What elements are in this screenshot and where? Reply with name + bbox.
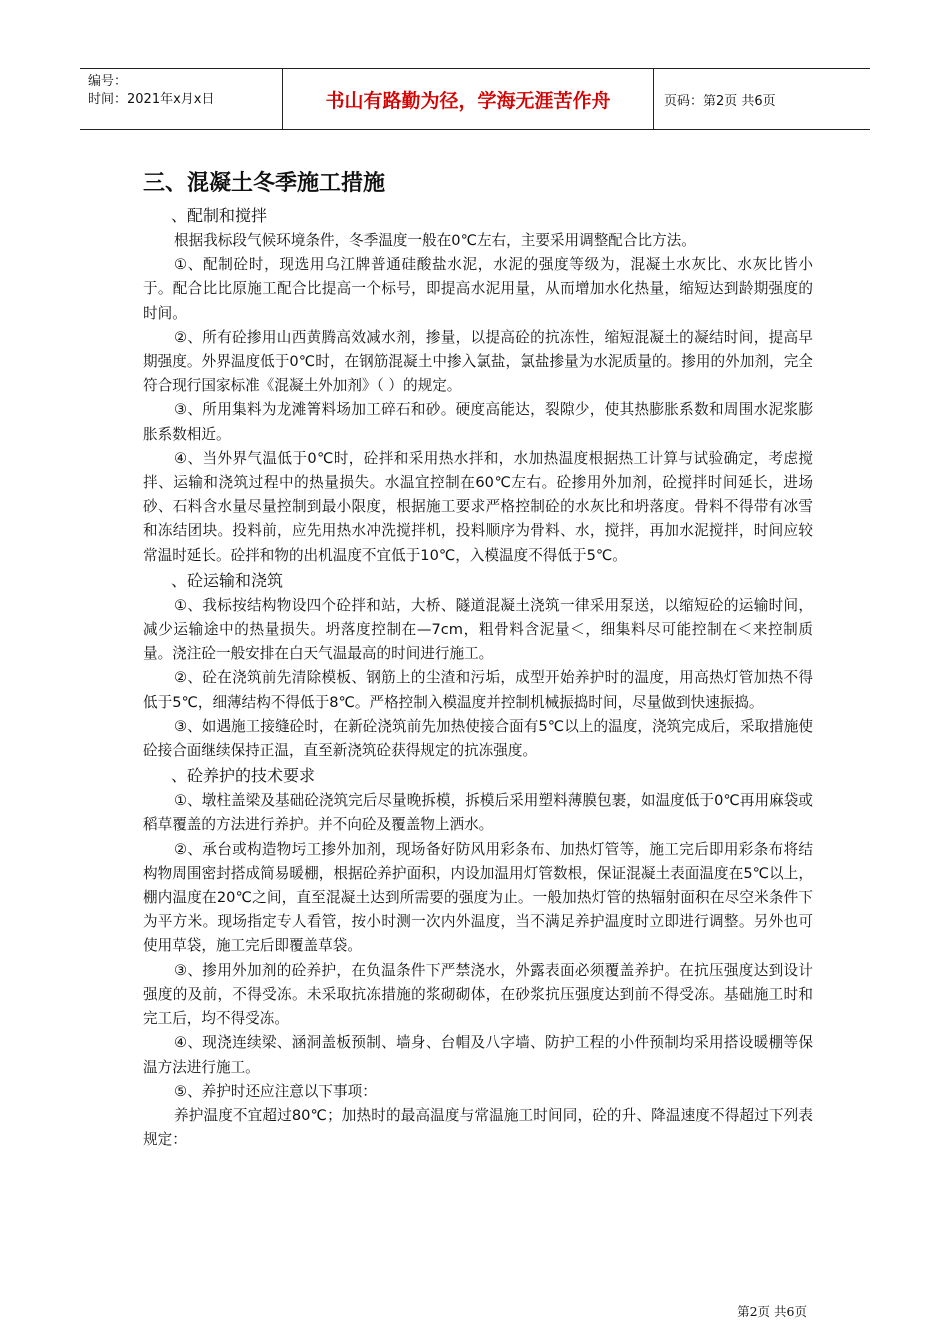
header-page-label: 页码：第2页 共6页 — [664, 93, 776, 109]
header-table — [80, 68, 870, 130]
body-paragraph: ①、墩柱盖梁及基础砼浇筑完后尽量晚拆模，拆模后采用塑料薄膜包裹，如温度低于0℃再用麻袋或稻草覆盖的方法进行养护。并不向砼及覆盖物上洒水。 — [143, 792, 813, 834]
body-paragraph: 养护温度不宜超过80℃；加热时的最高温度与常温施工时间同，砼的升、降温速度不得超过下列表规定： — [143, 1106, 813, 1149]
body-paragraph: 根据我标段气候环境条件，冬季温度一般在0℃左右，主要采用调整配合比方法。 — [174, 232, 696, 249]
header-info — [88, 73, 214, 109]
body-paragraph: ①、我标按结构物设四个砼拌和站，大桥、隧道混凝土浇筑一律采用泵送，以缩短砼的运输时间，减少运输途中的热量损失。坍落度控制在—7cm，粗骨料含泥量＜，细集料尽可能控制在＜来控制质量。浇注砼一般安排在白天气温最高的时间进行施工。 — [143, 596, 813, 663]
body-paragraph: ②、砼在浇筑前先清除模板、钢筋上的尘渣和污垢，成型开始养护时的温度，用高热灯管加热不得低于5℃，细薄结构不得低于8℃。严格控制入模温度并控制机械振捣时间，尽量做到快速振捣。 — [143, 669, 813, 711]
body-paragraph: ②、承台或构造物圬工掺外加剂，现场备好防风用彩条布、加热灯管等，施工完后即用彩条布将结构物周围密封搭成简易暖棚，根据砼养护面积，内设加温用灯管数根，保证混凝土表面温度在5℃以上，棚内温度在20℃之间，直至混凝土达到所需要的强度为止。一般加热灯管的热辐射面积在尽空米条件下为平方米。现场指定专人看管，按小时测一次内外温度，当不满足养护温度时立即进行调整。另外也可使用草袋，施工完后即覆盖草袋。 — [143, 840, 813, 955]
subsection-heading: 、砼运输和浇筑 — [171, 570, 284, 590]
body-paragraph: ③、如遇施工接缝砼时，在新砼浇筑前先加热使接合面有5℃以上的温度，浇筑完成后，采取措施使砼接合面继续保持正温，直至新浇筑砼获得规定的抗冻强度。 — [143, 717, 813, 760]
subsection-heading: 、砼养护的技术要求 — [171, 766, 316, 786]
document-body — [143, 203, 813, 1152]
body-paragraph: ③、所用集料为龙滩箐料场加工碎石和砂。硬度高能达，裂隙少，使其热膨胀系数和周围水泥浆膨胀系数相近。 — [143, 401, 813, 443]
header-motto: 书山有路勤为径，学海无涯苦作舟 — [282, 69, 654, 129]
subsection-heading: 、配制和搅拌 — [171, 206, 268, 225]
body-paragraph: ③、掺用外加剂的砼养护，在负温条件下严禁浇水，外露表面必须覆盖养护。在抗压强度达到设计强度的及前，不得受冻。未采取抗冻措施的浆砌砌体，在砂浆抗压强度达到前不得受冻。基础施工时和完工后，均不得受冻。 — [143, 961, 813, 1028]
document-time-label: 时间：2021年x月x日 — [88, 92, 215, 107]
body-paragraph: ④、当外界气温低于0℃时，砼拌和采用热水拌和，水加热温度根据热工计算与试验确定，考虑搅拌、运输和浇筑过程中的热量损失。水温宜控制在60℃左右。砼掺用外加剂，砼搅拌时间延长，进场砂、石料含水量尽量控制到最小限度，根据施工要求严格控制砼的水灰比和坍落度。骨料不得带有冰雪和冻结团块。投料前，应先用热水冲洗搅拌机，投料顺序为骨料、水，搅拌，再加水泥搅拌，时间应较常温时延长。砼拌和物的出机温度不宜低于10℃，入模温度不得低于5℃。 — [143, 449, 813, 564]
body-paragraph: ①、配制砼时，现选用乌江牌普通硅酸盐水泥，水泥的强度等级为，混凝土水灰比、水灰比皆小于。配合比比原施工配合比提高一个标号，即提高水泥用量，从而增加水化热量，缩短达到龄期强度的时间。 — [143, 256, 813, 322]
body-paragraph: ④、现浇连续梁、涵洞盖板预制、墙身、台帽及八字墙、防护工程的小件预制均采用搭设暖棚等保温方法进行施工。 — [143, 1034, 813, 1076]
body-paragraph: ⑤、养护时还应注意以下事项： — [174, 1082, 377, 1100]
page-footer: 第2页 共6页 — [737, 1304, 807, 1319]
section-title: 三、混凝土冬季施工措施 — [143, 171, 386, 196]
document-number-label: 编号： — [88, 74, 128, 89]
body-paragraph: ②、所有砼掺用山西黄腾高效减水剂，掺量，以提高砼的抗冻性，缩短混凝土的凝结时间，提高早期强度。外界温度低于0℃时，在钢筋混凝土中掺入氯盐，氯盐掺量为水泥质量的。掺用的外加剂，完全符合现行国家标准《混凝土外加剂》（ ）的规定。 — [143, 328, 813, 395]
